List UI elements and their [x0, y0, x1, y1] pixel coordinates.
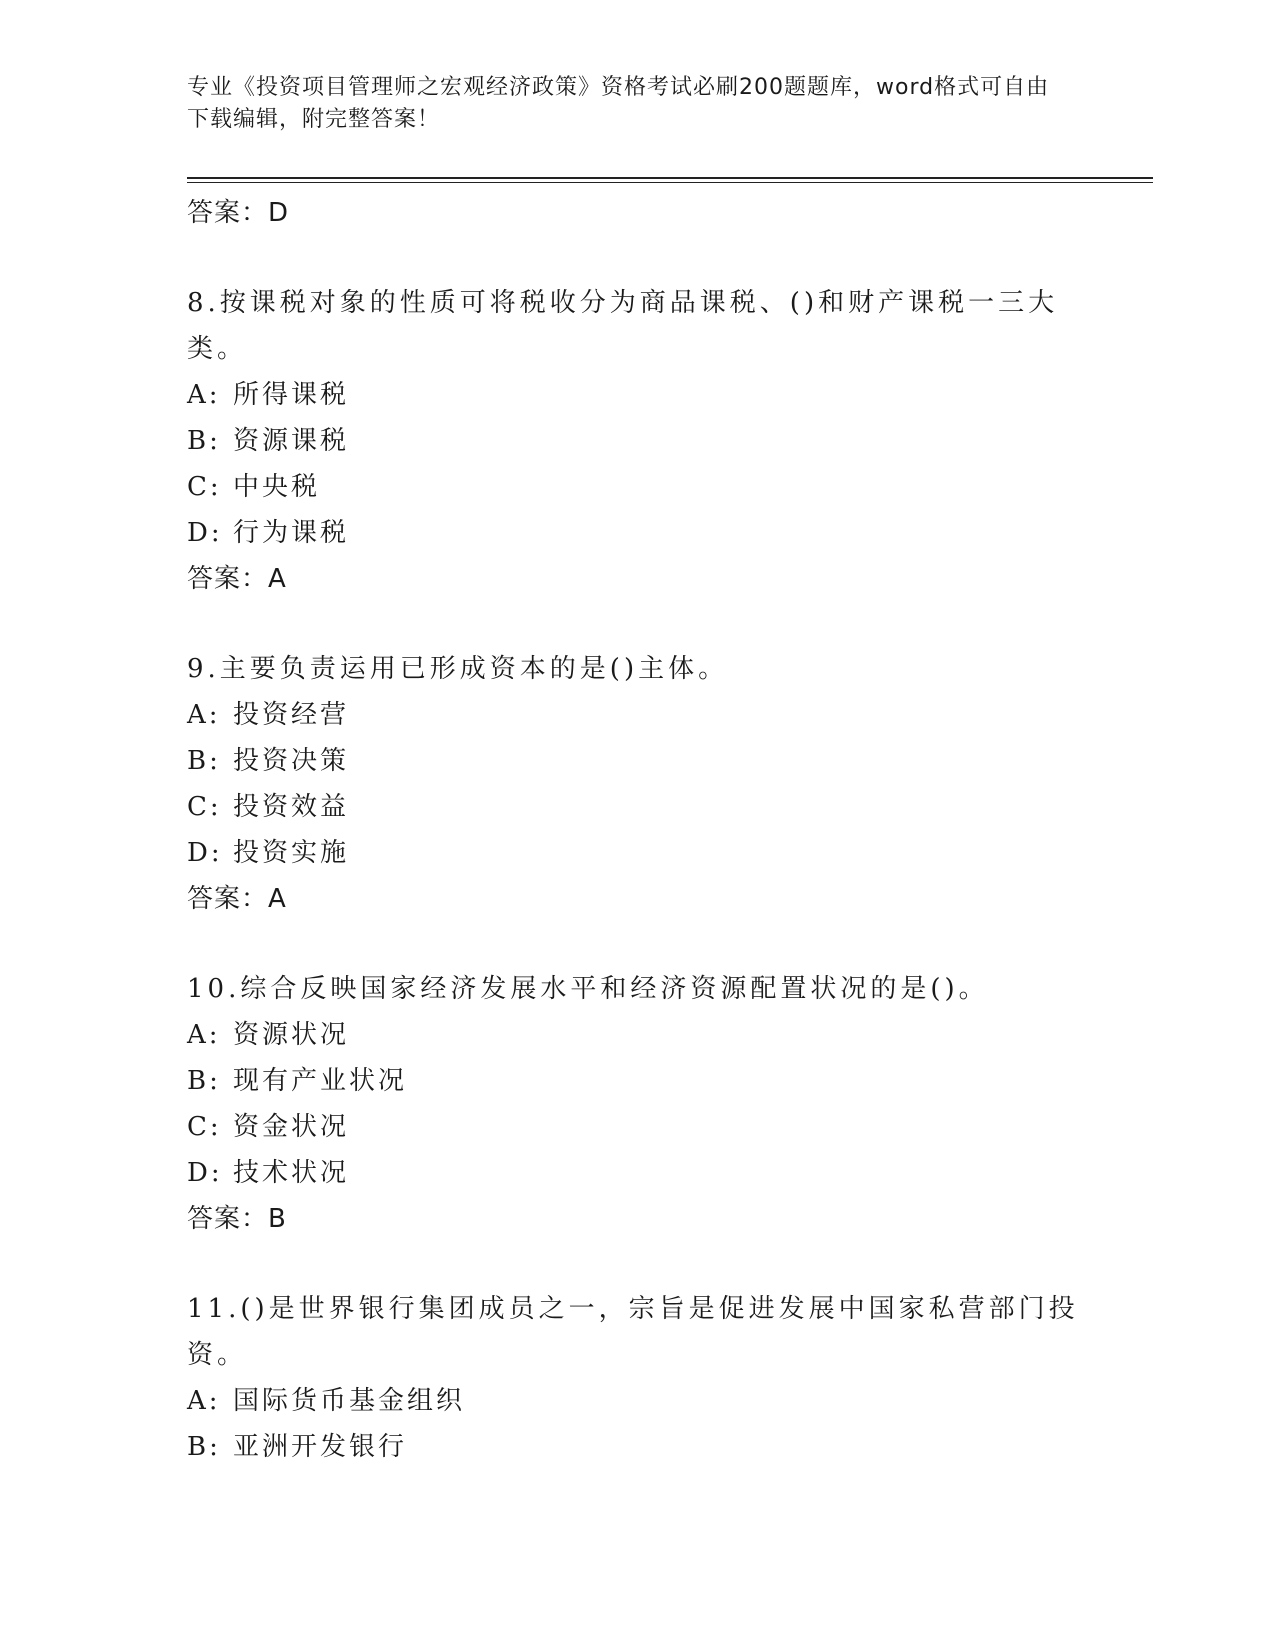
- option-text: 资源课税: [233, 426, 350, 456]
- option-letter: B:: [187, 1432, 221, 1462]
- option-letter: C:: [187, 1112, 222, 1142]
- option-text: 投资决策: [233, 746, 350, 776]
- option-text: 技术状况: [233, 1158, 350, 1188]
- answer-line: 答案：B: [187, 1204, 287, 1234]
- question-text: 10.综合反映国家经济发展水平和经济资源配置状况的是()。: [187, 974, 989, 1004]
- option-a: [187, 372, 1087, 418]
- option-c: [187, 1104, 1087, 1150]
- option-text: 所得课税: [233, 380, 350, 410]
- option-text: 资源状况: [233, 1020, 350, 1050]
- option-letter: C:: [187, 472, 222, 502]
- question-block: [187, 966, 1087, 1242]
- header-rule-thin: [187, 182, 1153, 183]
- answer-line: 答案：D: [187, 198, 290, 228]
- option-letter: D:: [187, 518, 223, 548]
- option-text: 亚洲开发银行: [233, 1432, 408, 1462]
- option-a: [187, 1012, 1087, 1058]
- question-list: [187, 190, 1087, 1470]
- option-b: [187, 738, 1087, 784]
- option-text: 投资效益: [233, 792, 350, 822]
- option-d: [187, 830, 1087, 876]
- option-c: [187, 464, 1087, 510]
- option-b: [187, 1424, 1087, 1470]
- option-letter: A:: [187, 380, 221, 410]
- option-text: 投资实施: [233, 838, 350, 868]
- option-text: 中央税: [233, 472, 321, 502]
- option-d: [187, 1150, 1087, 1196]
- option-letter: D:: [187, 838, 223, 868]
- question-text: 11.()是世界银行集团成员之一，宗旨是促进发展中国家私营部门投资。: [187, 1294, 1079, 1370]
- answer-line: 答案：A: [187, 884, 287, 914]
- question-block: [187, 280, 1087, 602]
- option-d: [187, 510, 1087, 556]
- option-a: [187, 692, 1087, 738]
- question-block: [187, 646, 1087, 922]
- option-text: 行为课税: [233, 518, 350, 548]
- option-letter: B:: [187, 426, 221, 456]
- answer-line: 答案：A: [187, 564, 287, 594]
- option-letter: A:: [187, 1386, 221, 1416]
- question-text: 8.按课税对象的性质可将税收分为商品课税、()和财产课税一三大类。: [187, 288, 1059, 364]
- document-header: 专业《投资项目管理师之宏观经济政策》资格考试必刷200题题库，word格式可自由下载编辑，附完整答案！: [187, 75, 1050, 132]
- option-c: [187, 784, 1087, 830]
- option-a: [187, 1378, 1087, 1424]
- option-letter: D:: [187, 1158, 223, 1188]
- option-letter: B:: [187, 1066, 221, 1096]
- option-text: 国际货币基金组织: [233, 1386, 466, 1416]
- question-text: 9.主要负责运用已形成资本的是()主体。: [187, 654, 729, 684]
- header-rule-thick: [187, 177, 1153, 179]
- question-block: [187, 1286, 1087, 1470]
- option-letter: B:: [187, 746, 221, 776]
- option-text: 投资经营: [233, 700, 350, 730]
- option-letter: A:: [187, 1020, 221, 1050]
- option-text: 资金状况: [233, 1112, 350, 1142]
- option-b: [187, 418, 1087, 464]
- option-letter: A:: [187, 700, 221, 730]
- option-text: 现有产业状况: [233, 1066, 408, 1096]
- option-letter: C:: [187, 792, 222, 822]
- option-b: [187, 1058, 1087, 1104]
